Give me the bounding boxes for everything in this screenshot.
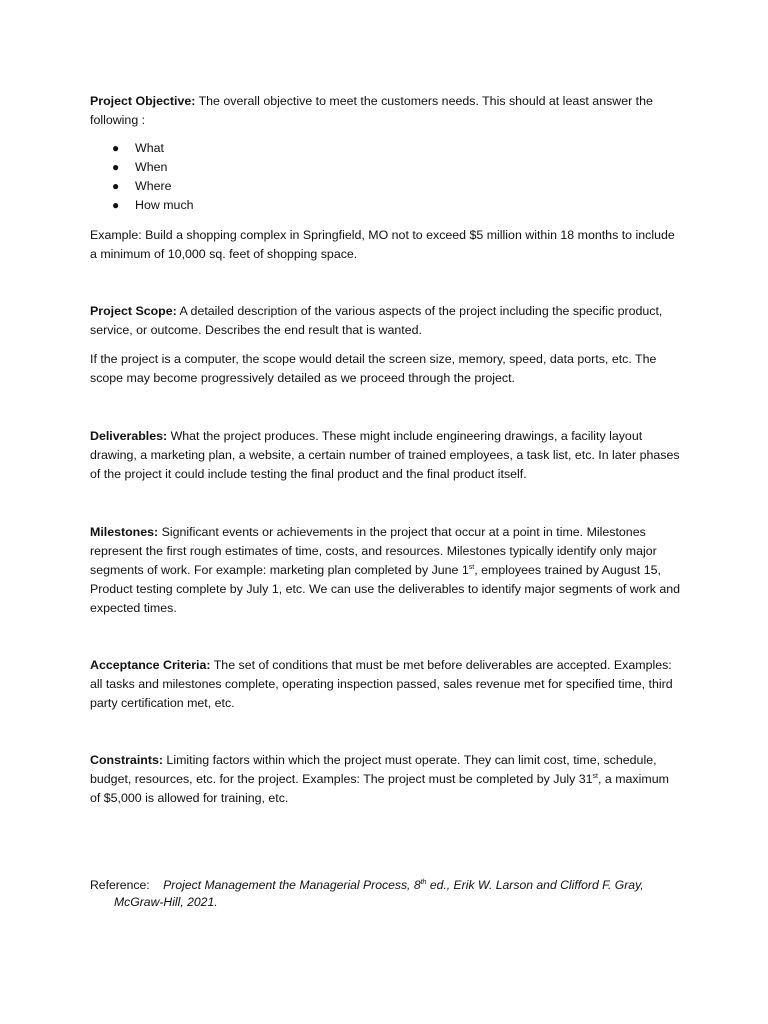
constraints-text-b: , a maximum of $5,000 is allowed for training, etc. <box>90 772 669 805</box>
bullet-icon: ● <box>112 198 120 212</box>
acceptance-paragraph <box>90 656 680 713</box>
list-item <box>90 158 390 177</box>
objective-paragraph <box>90 92 680 130</box>
list-item-label: When <box>135 160 168 174</box>
bullet-icon: ● <box>112 141 120 155</box>
acceptance-heading: Acceptance Criteria: <box>90 658 211 672</box>
scope-heading: Project Scope: <box>90 304 177 318</box>
list-item <box>90 177 390 196</box>
scope-text: A detailed description of the various aspects of the project including the specific product, service, or outcome. Describes the end result that is wanted. <box>90 304 663 337</box>
bullet-icon: ● <box>112 179 120 193</box>
reference-paragraph <box>90 877 678 911</box>
milestones-paragraph <box>90 523 680 618</box>
reference-superscript: th <box>420 878 427 886</box>
reference-title-b: ed., Erik W. Larson and Clifford F. Gray, <box>426 878 644 892</box>
constraints-superscript: st <box>592 772 598 780</box>
scope-paragraph <box>90 302 680 340</box>
milestones-superscript: st <box>468 563 475 571</box>
list-item <box>90 196 390 215</box>
milestones-text-a: Significant events or achievements in the project that occur at a point in time. Milestones represent the first rough estimates of time, costs, and resources. Milestones typically identify only major segments of work. For example: marketing plan completed by June 1 <box>90 525 657 577</box>
reference-title-a: Project Management the Managerial Process, 8 <box>163 878 421 892</box>
list-item <box>90 139 390 158</box>
constraints-text-a: Limiting factors within which the project must operate. They can limit cost, time, schedule, budget, resources, etc. for the project. Examples: The project must be completed by July 31 <box>90 753 657 786</box>
deliverables-text: What the project produces. These might include engineering drawings, a facility layout drawing, a marketing plan, a website, a certain number of trained employees, a task list, etc. In later phases of the project it could include testing the final product and the final product itself. <box>90 429 680 481</box>
reference-label: Reference: <box>90 878 150 892</box>
reference-publisher: McGraw-Hill, 2021. <box>114 895 218 909</box>
acceptance-text: The set of conditions that must be met before deliverables are accepted. Examples: all tasks and milestones complete, operating inspection passed, sales revenue met for specified time, third party certification met, etc. <box>90 658 673 710</box>
milestones-text-b: , employees trained by August 15, Product testing complete by July 1, etc. We can use the deliverables to identify major segments of work and expected times. <box>90 563 681 615</box>
reference-title <box>90 878 678 911</box>
objective-text: The overall objective to meet the customers needs. This should at least answer the following : <box>90 94 653 127</box>
deliverables-heading: Deliverables: <box>90 429 168 443</box>
list-item-label: Where <box>135 179 172 193</box>
bullet-icon: ● <box>112 160 120 174</box>
objective-example: Example: Build a shopping complex in Springfield, MO not to exceed $5 million within 18 months to include a minimum of 10,000 sq. feet of shopping space. <box>90 228 675 261</box>
milestones-heading: Milestones: <box>90 525 159 539</box>
objective-heading: Project Objective: <box>90 94 196 108</box>
objective-bullet-list <box>90 139 390 215</box>
list-item-label: How much <box>135 198 194 212</box>
scope-detail: If the project is a computer, the scope would detail the screen size, memory, speed, data ports, etc. The scope may become progressively detailed as we proceed through the project. <box>90 352 657 385</box>
constraints-paragraph <box>90 751 680 808</box>
deliverables-paragraph <box>90 427 680 484</box>
list-item-label: What <box>135 141 164 155</box>
constraints-heading: Constraints: <box>90 753 163 767</box>
